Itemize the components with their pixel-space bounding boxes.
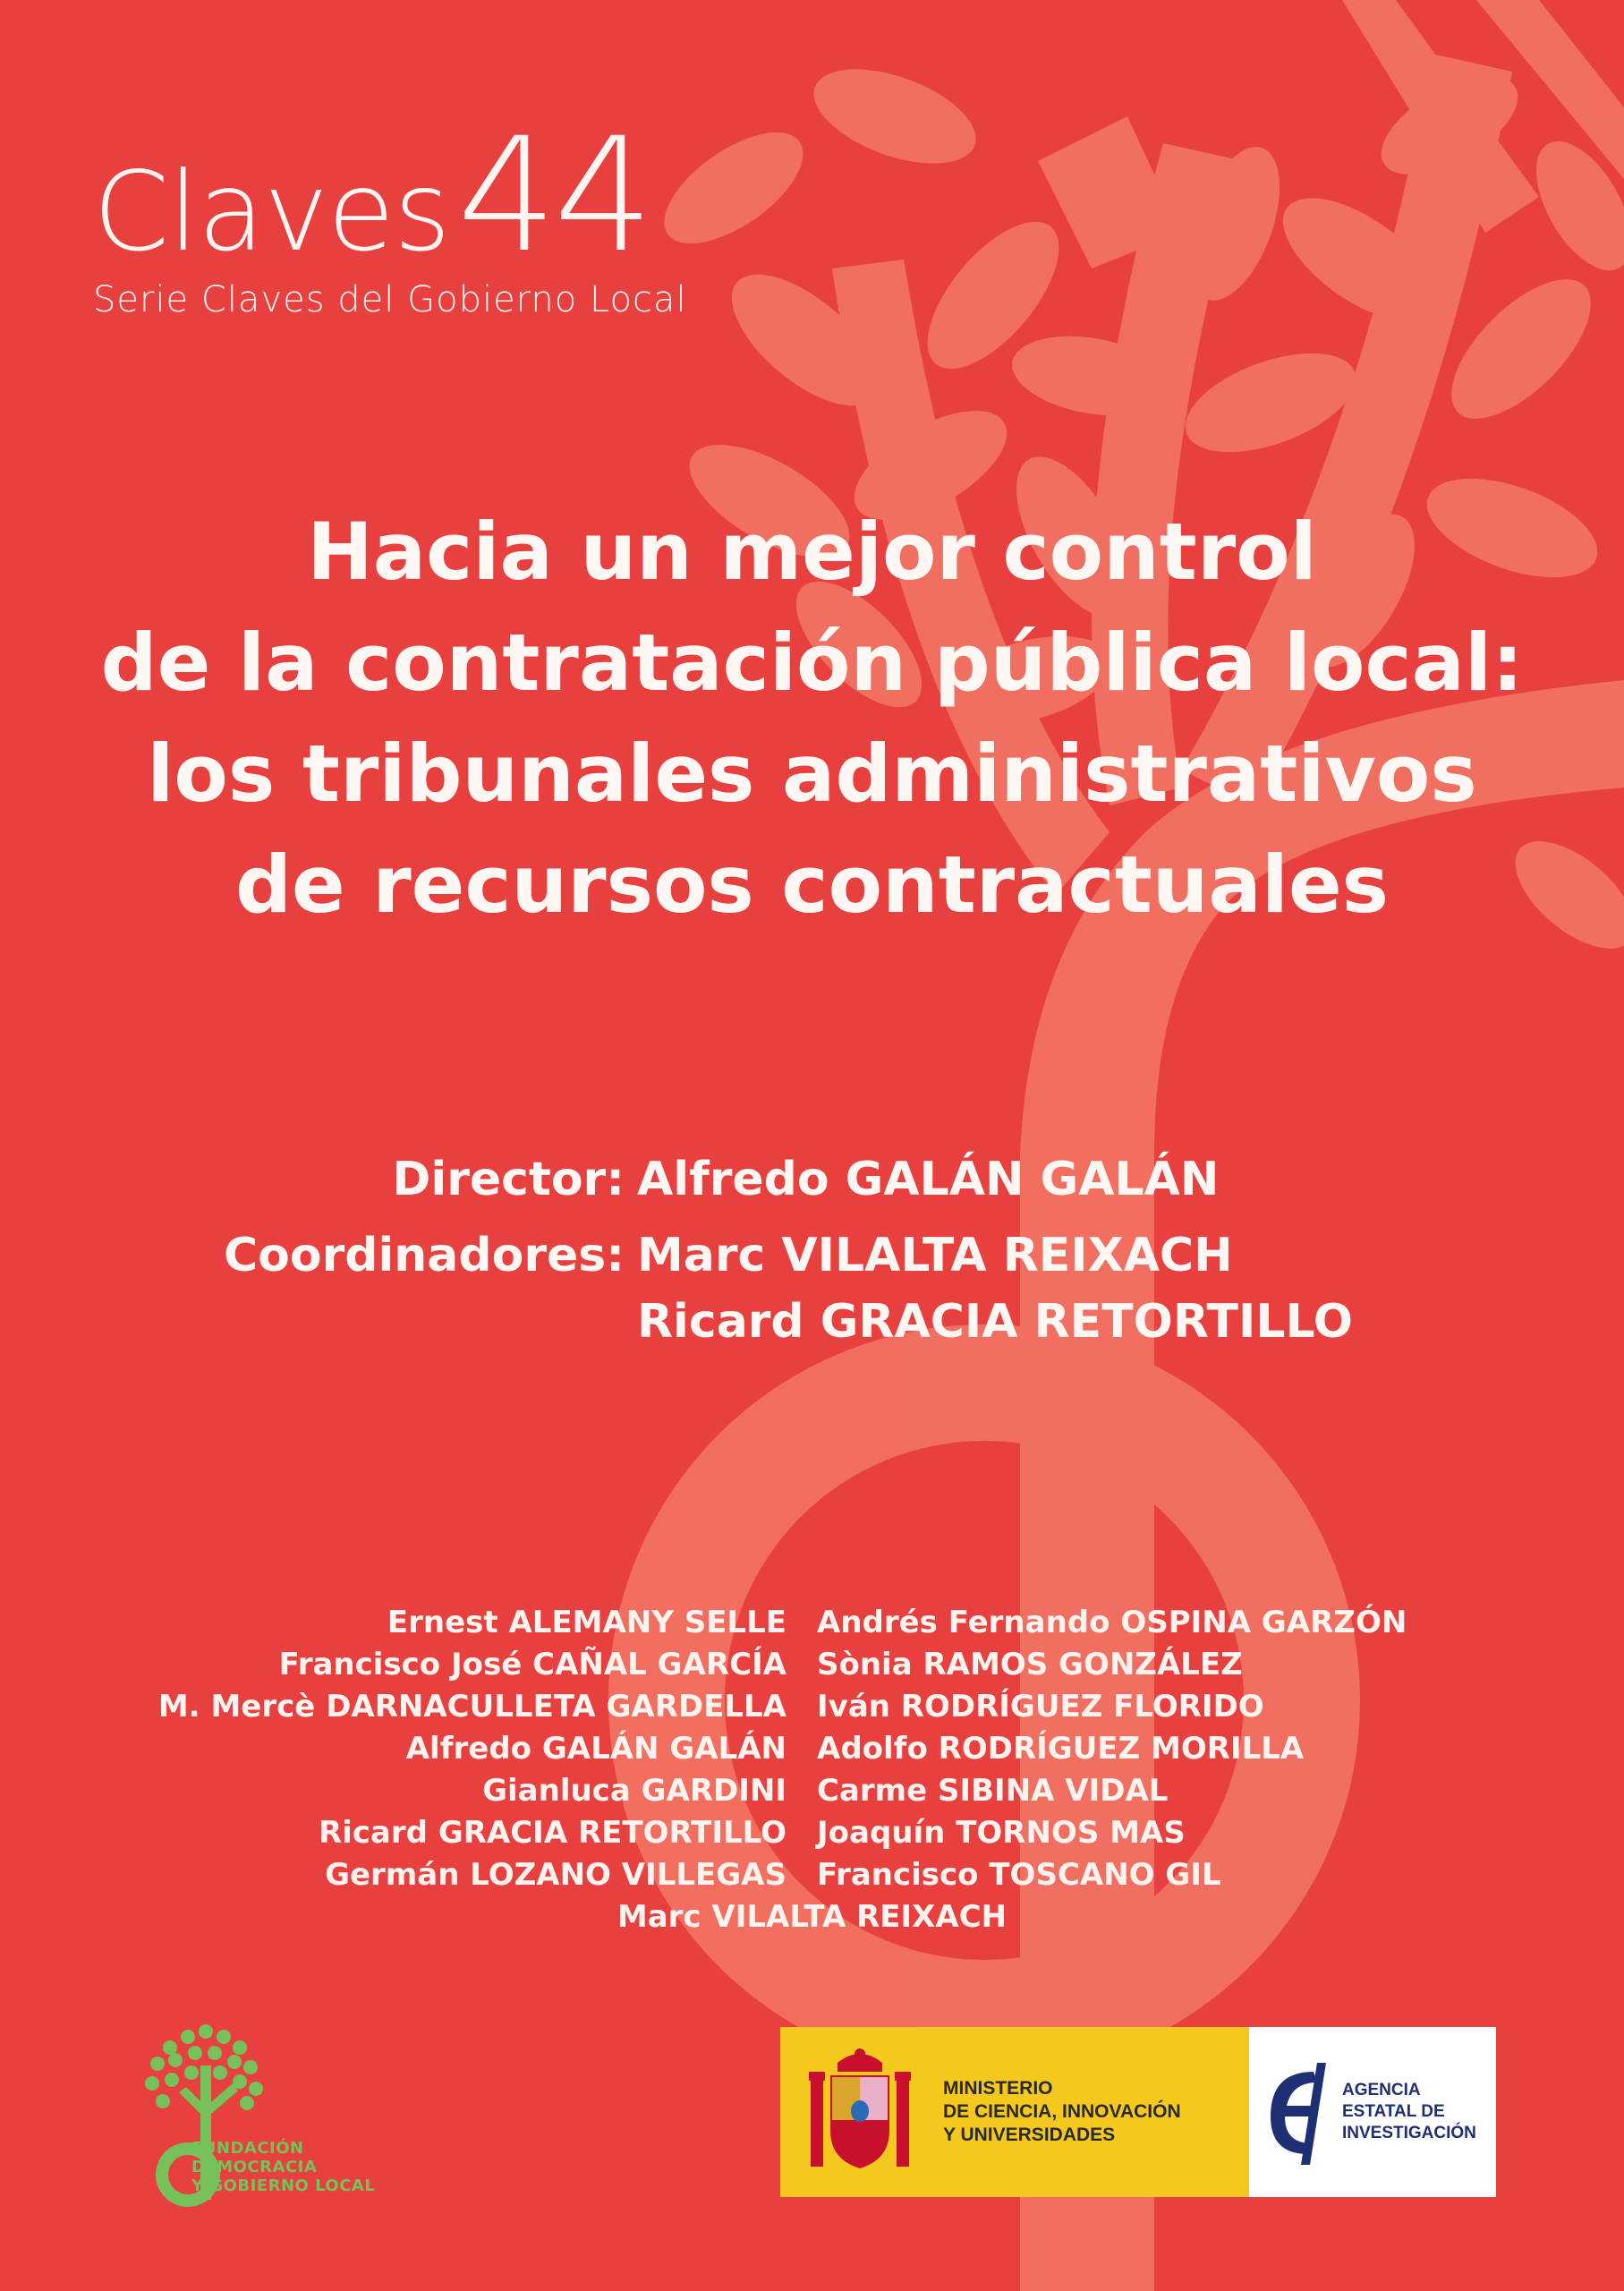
title-line: de recursos contractuales	[234, 839, 1390, 931]
fundacion-text-line: FUNDACIÓN	[191, 2139, 304, 2158]
author-name: Ernest ALEMANY SELLE	[387, 1605, 786, 1640]
agencia-text-line: INVESTIGACIÓN	[1342, 2124, 1476, 2142]
title-line: los tribunales administrativos	[147, 728, 1477, 820]
spain-coat-of-arms-icon	[802, 2045, 918, 2179]
title-line: Hacia un mejor control	[307, 506, 1317, 598]
series-name: Claves	[93, 149, 450, 277]
ministerio-text-line: Y UNIVERSIDADES	[943, 2125, 1116, 2145]
agencia-text-line: ESTATAL DE	[1342, 2102, 1445, 2121]
coordinators-row	[190, 1289, 1353, 1355]
authors-left-column	[0, 1602, 817, 1896]
coordinator-name: Marc VILALTA REIXACH	[637, 1229, 1233, 1282]
coordinators-label: Coordinadores:	[223, 1229, 625, 1282]
author-name: Marc VILALTA REIXACH	[616, 1899, 1008, 1935]
title-line: de la contratación pública local:	[100, 617, 1524, 709]
director-row	[190, 1137, 1353, 1222]
author-name: Andrés Fernando OSPINA GARZÓN	[817, 1605, 1407, 1640]
fundacion-text-line: DEMOCRACIA	[191, 2158, 318, 2176]
authors-list	[0, 1602, 1624, 1938]
series-subtitle: Serie Claves del Gobierno Local	[93, 279, 687, 321]
editorial-credits	[190, 1137, 1353, 1355]
ministerio-text-line: DE CIENCIA, INNOVACIÓN	[943, 2101, 1181, 2122]
author-name: Carme SIBINA VIDAL	[817, 1773, 1169, 1809]
agencia-logo	[1249, 2027, 1496, 2197]
agencia-ei-logo-icon	[1262, 2054, 1333, 2170]
book-title	[0, 497, 1624, 941]
ministerio-text-line: MINISTERIO	[943, 2078, 1053, 2099]
author-name: Ricard GRACIA RETORTILLO	[318, 1815, 786, 1851]
director-name: Alfredo GALÁN GALÁN	[637, 1153, 1220, 1206]
coordinator-name: Ricard GRACIA RETORTILLO	[637, 1295, 1353, 1349]
series-header	[93, 104, 687, 321]
author-name: Gianluca GARDINI	[482, 1773, 786, 1809]
agencia-text-line: AGENCIA	[1342, 2081, 1421, 2099]
author-name: Alfredo GALÁN GALÁN	[405, 1731, 786, 1767]
fundacion-text-line: Y GOBIERNO LOCAL	[191, 2176, 376, 2195]
agencia-logo-text	[1342, 2080, 1476, 2144]
author-name: M. Mercè DARNACULLETA GARDELLA	[157, 1689, 786, 1725]
author-name: Germán LOZANO VILLEGAS	[325, 1857, 786, 1893]
fundacion-logo-text	[191, 2139, 375, 2195]
author-name: Iván RODRÍGUEZ FLORIDO	[817, 1689, 1264, 1725]
director-label: Director:	[392, 1153, 625, 1206]
author-name: Sònia RAMOS GONZÁLEZ	[817, 1647, 1243, 1682]
ministerio-logo	[780, 2027, 1249, 2197]
author-name: Francisco TOSCANO GIL	[817, 1857, 1221, 1893]
ministerio-logo-text	[943, 2077, 1181, 2147]
author-name: Adolfo RODRÍGUEZ MORILLA	[817, 1731, 1305, 1767]
authors-right-column	[817, 1602, 1407, 1896]
coordinators-row	[190, 1222, 1353, 1289]
series-number: 44	[456, 104, 650, 287]
author-name: Francisco José CAÑAL GARCÍA	[278, 1647, 786, 1682]
author-name: Joaquín TORNOS MAS	[817, 1815, 1186, 1851]
